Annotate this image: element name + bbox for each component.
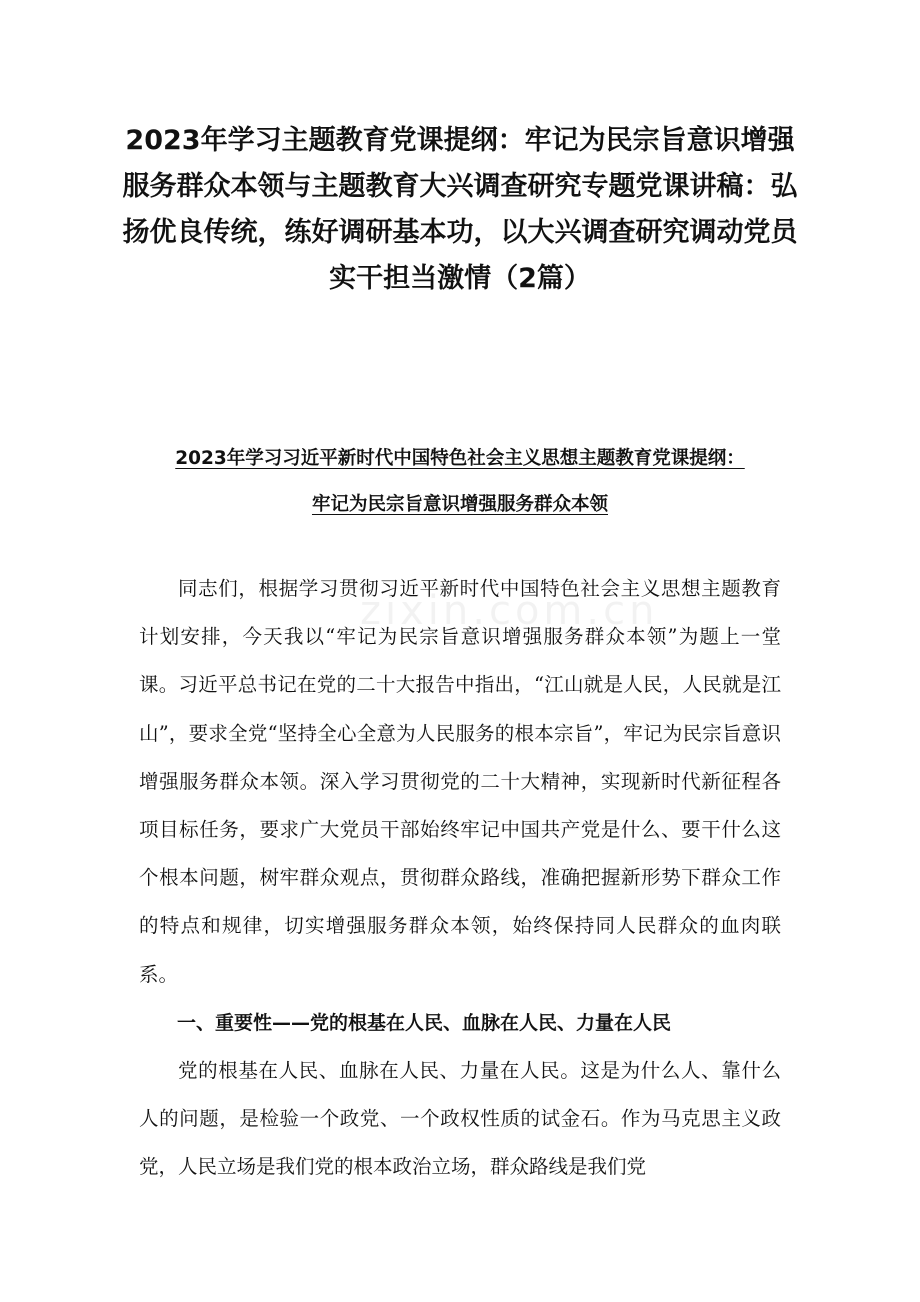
subtitle-line-2: 牢记为民宗旨意识增强服务群众本领 (311, 494, 608, 515)
watermark: zixin.com.cn (360, 588, 659, 634)
document-subtitle (110, 436, 810, 528)
paragraph-intro: 同志们，根据学习贯彻习近平新时代中国特色社会主义思想主题教育计划安排，今天我以“牢记为民宗旨意识增强服务群众本领”为题上一堂课。习近平总书记在党的二十大报告中指出，“江山就是人民，人民就是江山”，要求全党“坚持全心全意为人民服务的根本宗旨”，牢记为民宗旨意识增强服务群众本领。深入学习贯彻党的二十大精神，实现新时代新征程各项目标任务，要求广大党员干部始终牢记中国共产党是什么、要干什么这个根本问题，树牢群众观点，贯彻群众路线，准确把握新形势下群众工作的特点和规律，切实增强服务群众本领，始终保持同人民群众的血肉联系。 (139, 577, 781, 986)
document-body (139, 565, 781, 1192)
subtitle-line-1: 2023年学习习近平新时代中国特色社会主义思想主题教育党课提纲： (175, 448, 745, 469)
section-heading-1: 一、重要性——党的根基在人民、血脉在人民、力量在人民 (177, 1011, 672, 1034)
paragraph-section-1: 党的根基在人民、血脉在人民、力量在人民。这是为什么人、靠什么人的问题，是检验一个政党、一个政权性质的试金石。作为马克思主义政党，人民立场是我们党的根本政治立场，群众路线是我们党 (139, 1059, 781, 1179)
document-main-title: 2023年学习主题教育党课提纲：牢记为民宗旨意识增强服务群众本领与主题教育大兴调查研究专题党课讲稿：弘扬优良传统，练好调研基本功，以大兴调查研究调动党员实干担当激情（2篇） (122, 125, 798, 294)
